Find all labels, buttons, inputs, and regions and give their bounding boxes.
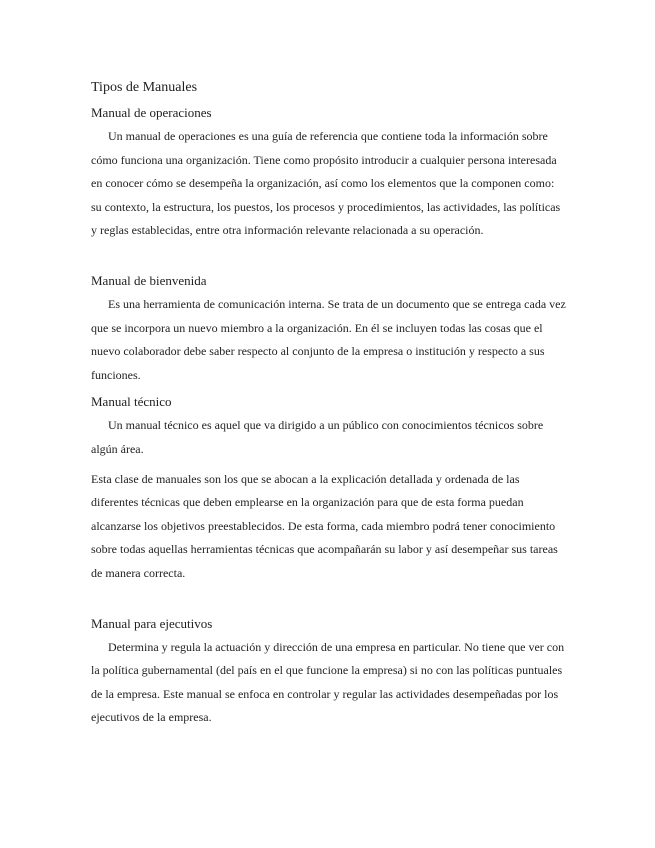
section-bienvenida bbox=[91, 272, 567, 387]
section-heading-operaciones: Manual de operaciones bbox=[91, 105, 212, 120]
document-title: Tipos de Manuales bbox=[91, 80, 198, 95]
paragraph-ejecutivos: Determina y regula la actuación y dirección de una empresa en particular. No tiene que ver con la política gubernamental (del país en el que funcione la empresa) si no con las políticas puntuales de la empresa. Este manual se enfoca en controlar y regular las actividades desempeñadas por los ejecutivos de la empresa. bbox=[91, 639, 565, 725]
spacer bbox=[91, 586, 567, 615]
section-tecnico bbox=[91, 393, 567, 585]
paragraph-operaciones: Un manual de operaciones es una guía de referencia que contiene toda la información sobre cómo funciona una organización. Tiene como propósito introducir a cualquier persona interesada en conocer cómo se desempeña la organización, así como los elementos que la componen como: su contexto, la estructura, los puestos, los procesos y procedimientos, las actividades, las políticas y reglas establecidas, entre otra información relevante relacionada a su operación. bbox=[91, 129, 561, 238]
section-heading-tecnico: Manual técnico bbox=[91, 394, 172, 410]
section-ejecutivos bbox=[91, 615, 567, 730]
document-body bbox=[91, 78, 567, 730]
section-heading-bienvenida: Manual de bienvenida bbox=[91, 272, 207, 288]
paragraph-tecnico-intro: Un manual técnico es aquel que va dirigido a un público con conocimientos técnicos sobre algún área. bbox=[91, 418, 544, 456]
section-operaciones bbox=[91, 104, 567, 243]
spacer bbox=[91, 243, 567, 272]
section-heading-ejecutivos: Manual para ejecutivos bbox=[91, 615, 213, 631]
paragraph-bienvenida: Es una herramienta de comunicación interna. Se trata de un documento que se entrega cada vez que se incorpora un nuevo miembro a la organización. En él se incluyen todas las cosas que el nuevo colaborador debe saber respecto al conjunto de la empresa o institución y respecto a sus funciones. bbox=[91, 296, 566, 382]
paragraph-tecnico-detalle: Esta clase de manuales son los que se abocan a la explicación detallada y ordenada de las diferentes técnicas que deben emplearse en la organización para que de esta forma puedan alcanzarse los objetivos preestablecidos. De esta forma, cada miembro podrá tener conocimiento sobre todas aquellas herramientas técnicas que acompañarán su labor y así desempeñar sus tareas de manera correcta. bbox=[91, 471, 558, 580]
